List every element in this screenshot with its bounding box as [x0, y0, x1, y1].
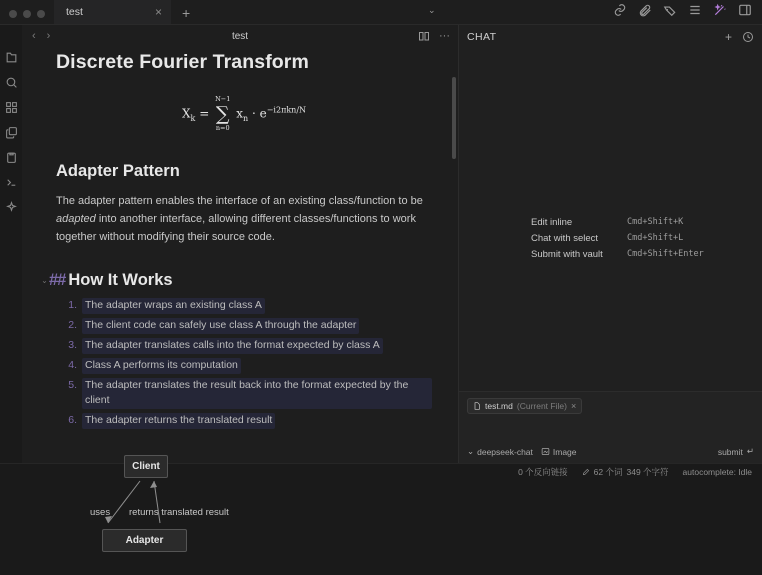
chat-shortcuts-hint	[531, 217, 704, 265]
shortcut-row	[531, 249, 704, 260]
pencil-icon	[582, 468, 590, 476]
list-item-number: 1.	[68, 298, 77, 311]
enter-key-icon: ↵	[746, 446, 754, 456]
files-icon[interactable]	[5, 51, 18, 64]
formula-term1-sub: n	[242, 114, 249, 124]
formula-sigma-group	[215, 96, 230, 132]
new-chat-button[interactable]: +	[724, 30, 732, 44]
sigma-icon: ∑	[215, 103, 230, 126]
status-words: 62 个词	[593, 467, 623, 477]
status-backlinks[interactable]: 0 个反向链接	[518, 467, 568, 477]
list-item-number: 5.	[68, 378, 77, 391]
page-title: Discrete Fourier Transform	[56, 51, 309, 73]
section-heading-adapter-pattern: Adapter Pattern	[56, 162, 180, 181]
status-chars: 349 个字符	[626, 467, 669, 477]
submit-label: submit	[717, 446, 743, 457]
formula-sum-upper: N−1	[215, 95, 231, 103]
formula-dft	[56, 96, 432, 132]
list-item	[68, 378, 432, 410]
diagram-node-client: Client	[124, 455, 168, 478]
chat-message-area	[459, 49, 762, 391]
window-controls[interactable]	[0, 10, 54, 24]
image-icon	[541, 447, 550, 456]
terminal-icon[interactable]	[5, 176, 18, 189]
editor-pane	[22, 25, 458, 547]
model-name: deepseek-chat	[477, 446, 533, 457]
list-item	[68, 298, 432, 314]
chat-header-actions	[725, 31, 754, 43]
link-icon[interactable]	[613, 3, 627, 17]
editor-scrollbar[interactable]	[452, 77, 456, 159]
formula-lhs-sub: k	[190, 114, 196, 124]
list-item-number: 4.	[68, 358, 77, 371]
forward-button[interactable]: ›	[46, 30, 51, 42]
paragraph-post: into another interface, allowing different classes/functions to work together without modifying their source code.	[56, 213, 416, 243]
back-button[interactable]: ‹	[32, 30, 36, 42]
submit-button[interactable]	[718, 446, 754, 457]
editor-header	[22, 25, 458, 47]
attach-image-label: Image	[552, 446, 577, 457]
book-open-icon[interactable]	[418, 30, 430, 42]
chevron-down-icon: ⌄	[428, 5, 436, 15]
adapter-pattern-paragraph	[56, 193, 428, 246]
formula-lhs: X	[181, 106, 191, 121]
new-tab-button[interactable]: +	[182, 5, 191, 21]
attach-image-button[interactable]	[541, 447, 577, 457]
shortcut-keys: Cmd+Shift+K	[627, 217, 684, 227]
history-icon[interactable]	[742, 31, 754, 43]
panel-right-icon[interactable]	[738, 3, 752, 17]
context-file-hint: (Current File)	[516, 401, 567, 411]
chat-composer-toolbar	[459, 442, 762, 463]
paragraph-emphasis: adapted	[56, 213, 96, 226]
shortcut-keys: Cmd+Shift+Enter	[627, 249, 704, 259]
formula-dot: ·	[251, 106, 256, 121]
close-icon[interactable]: ×	[154, 4, 162, 19]
tab-strip	[54, 0, 200, 24]
list-item-label: The adapter returns the translated result	[82, 413, 275, 429]
chat-composer	[459, 391, 762, 463]
copy-icon[interactable]	[5, 126, 18, 139]
tab-label: test	[66, 5, 83, 18]
chat-panel-title: CHAT	[467, 31, 497, 43]
window-maximize-button[interactable]	[37, 10, 45, 18]
diagram-node-adapter: Adapter	[102, 529, 187, 552]
list-item-label: The adapter translates the result back into the format expected by the client	[82, 378, 432, 410]
activity-rail	[0, 25, 22, 463]
shortcut-action: Edit inline	[531, 217, 573, 228]
steps-list	[56, 298, 432, 430]
tag-icon[interactable]	[663, 3, 677, 17]
titlebar-actions	[603, 0, 762, 24]
model-selector[interactable]	[467, 446, 533, 457]
diagram-label-returns: returns translated result	[129, 507, 229, 519]
clipboard-icon[interactable]	[5, 151, 18, 164]
shortcut-keys: Cmd+Shift+L	[627, 233, 684, 243]
list-item	[68, 413, 432, 429]
tab-test[interactable]	[54, 0, 172, 24]
list-item-number: 6.	[68, 414, 77, 427]
formula-sum-lower: n=0	[215, 124, 230, 133]
editor-header-actions	[418, 30, 450, 42]
tab-overflow-chevron[interactable]	[428, 0, 436, 18]
file-icon	[473, 402, 481, 410]
shortcut-row	[531, 217, 704, 228]
formula-term2-exponent: −i2πkn/N	[266, 105, 307, 115]
list-item-label: Class A performs its computation	[82, 358, 241, 374]
context-file-name: test.md	[485, 401, 513, 411]
grid-icon[interactable]	[5, 101, 18, 114]
shortcut-row	[531, 233, 704, 244]
window-close-button[interactable]	[9, 10, 17, 18]
title-bar	[0, 0, 762, 25]
markdown-heading-how-it-works[interactable]	[40, 271, 432, 290]
status-autocomplete[interactable]: autocomplete: Idle	[682, 467, 752, 477]
chat-context-row	[459, 392, 762, 416]
paragraph-pre: The adapter pattern enables the interface of an existing class/function to be	[56, 195, 423, 208]
list-item-number: 3.	[68, 338, 77, 351]
editor-title: test	[231, 30, 249, 42]
list-item-label: The adapter translates calls into the format expected by class A	[82, 338, 383, 354]
formula-equals: =	[199, 106, 210, 121]
chevron-down-icon: ⌄	[467, 446, 475, 456]
sparkle-icon[interactable]	[5, 201, 18, 214]
editor-content[interactable]	[22, 47, 458, 575]
chat-input[interactable]	[459, 416, 762, 442]
chevron-down-icon[interactable]: ⌄	[41, 275, 48, 285]
paperclip-icon[interactable]	[638, 3, 652, 17]
context-chip-current-file[interactable]	[467, 398, 582, 414]
list-item-label: The client code can safely use class A through the adapter	[82, 318, 359, 334]
formula-term1: x	[236, 106, 243, 121]
list-item-number: 2.	[68, 318, 77, 331]
heading-text: How It Works	[68, 270, 173, 289]
heading-hash-marks: ##	[49, 270, 66, 289]
list-item	[68, 338, 432, 354]
editor-more-button[interactable]: ···	[439, 30, 450, 42]
window-minimize-button[interactable]	[23, 10, 31, 18]
chat-panel	[458, 25, 762, 463]
diagram-label-uses: uses	[90, 507, 111, 519]
formula-term2: e	[259, 106, 267, 121]
list-item	[68, 318, 432, 334]
search-icon[interactable]	[5, 76, 18, 89]
shortcut-action: Chat with select	[531, 233, 599, 244]
close-icon[interactable]: ×	[570, 401, 577, 411]
list-item	[68, 358, 432, 374]
wand-sparkle-icon[interactable]	[713, 3, 727, 17]
shortcut-action: Submit with vault	[531, 249, 603, 260]
status-word-count	[582, 466, 669, 478]
list-icon[interactable]	[688, 3, 702, 17]
list-item-label: The adapter wraps an existing class A	[82, 298, 265, 314]
chat-header	[459, 25, 762, 49]
adapter-diagram	[56, 455, 432, 575]
